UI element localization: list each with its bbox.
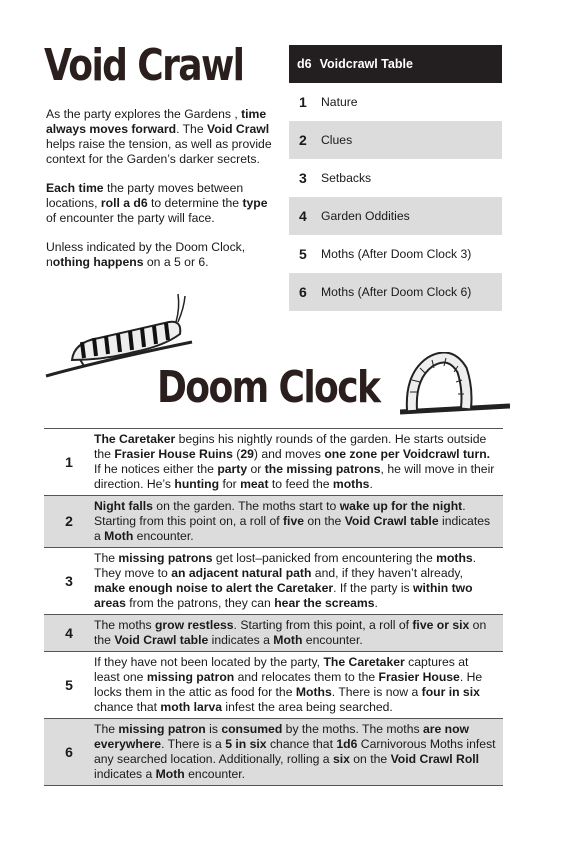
roll-number: 5 [299, 246, 307, 262]
table-row [44, 652, 503, 719]
clock-step-text: The missing patron is consumed by the moths. The moths are now everywhere. There is a 5 in six chance that 1d6 Carnivorous Moths infest any searched location. Additionally, rolling a six on the Void Crawl Roll indicates a Moth encounter. [94, 722, 496, 781]
roll-number: 6 [299, 284, 307, 300]
encounter-type: Setbacks [321, 171, 372, 185]
void-crawl-intro [46, 107, 278, 284]
void-crawl-title: Void Crawl [44, 40, 244, 91]
doom-clock-table [44, 428, 503, 786]
roll-number: 1 [299, 94, 307, 110]
encounter-type: Nature [321, 95, 358, 109]
clock-step-text: The Caretaker begins his nightly rounds of the garden. He starts outside the Frasier House Ruins (29) and moves one zone per Voidcrawl turn. If he notices either the party or the missing patrons, he will move in their direction. He’s hunting for meat to feed the moths. [94, 432, 495, 491]
table-row [44, 719, 503, 786]
table-row [44, 548, 503, 615]
clock-step-text: Night falls on the garden. The moths start to wake up for the night. Starting from this point on, a roll of five on the Void Crawl table indicates a Moth encounter. [94, 499, 491, 543]
table-row [289, 159, 502, 197]
voidcrawl-table [289, 45, 502, 311]
roll-number: 2 [299, 132, 307, 148]
clock-step-number: 5 [65, 676, 73, 693]
table-row [44, 615, 503, 652]
table-row [289, 121, 502, 159]
table-row [289, 273, 502, 311]
table-row [44, 496, 503, 548]
clock-step-number: 2 [65, 513, 73, 529]
clock-step-text: The moths grow restless. Starting from this point, a roll of five or six on the Void Crawl table indicates a Moth encounter. [94, 618, 487, 647]
roll-number: 4 [299, 208, 307, 224]
table-row [289, 83, 502, 121]
clock-step-number: 3 [65, 572, 73, 589]
inchworm-illustration [400, 352, 510, 424]
table-title: Voidcrawl Table [319, 57, 413, 71]
encounter-type: Moths (After Doom Clock 6) [321, 285, 472, 299]
intro-paragraph: Unless indicated by the Doom Clock, nothing happens on a 5 or 6. [46, 240, 246, 269]
clock-step-text: If they have not been located by the party, The Caretaker captures at least one missing patron and relocates them to the Frasier House. He locks them in the attic as food for the Moths. There is now a four in six chance that moth larva infest the area being searched. [94, 655, 483, 714]
intro-paragraph: Each time the party moves between locations, roll a d6 to determine the type of encounter the party will face. [46, 181, 268, 225]
table-row [44, 429, 503, 496]
clock-step-text: The missing patrons get lost–panicked from encountering the moths. They move to an adjacent natural path and, if they haven’t already, make enough noise to alert the Caretaker. If the party is within two areas from the patrons, they can hear the screams. [94, 551, 477, 610]
intro-paragraph: As the party explores the Gardens , time always moves forward. The Void Crawl helps raise the tension, as well as provide context for the Garden’s darker secrets. [46, 107, 272, 166]
doom-clock-title: Doom Clock [157, 362, 380, 413]
table-row [289, 235, 502, 273]
table-row [289, 197, 502, 235]
clock-step-number: 6 [65, 743, 73, 760]
encounter-type: Garden Oddities [321, 209, 410, 223]
encounter-type: Clues [321, 133, 353, 147]
voidcrawl-table-header [289, 45, 502, 83]
roll-number: 3 [299, 170, 307, 186]
encounter-type: Moths (After Doom Clock 3) [321, 247, 472, 261]
clock-step-number: 1 [65, 453, 73, 470]
die-label: d6 [297, 57, 312, 71]
clock-step-number: 4 [65, 624, 73, 641]
